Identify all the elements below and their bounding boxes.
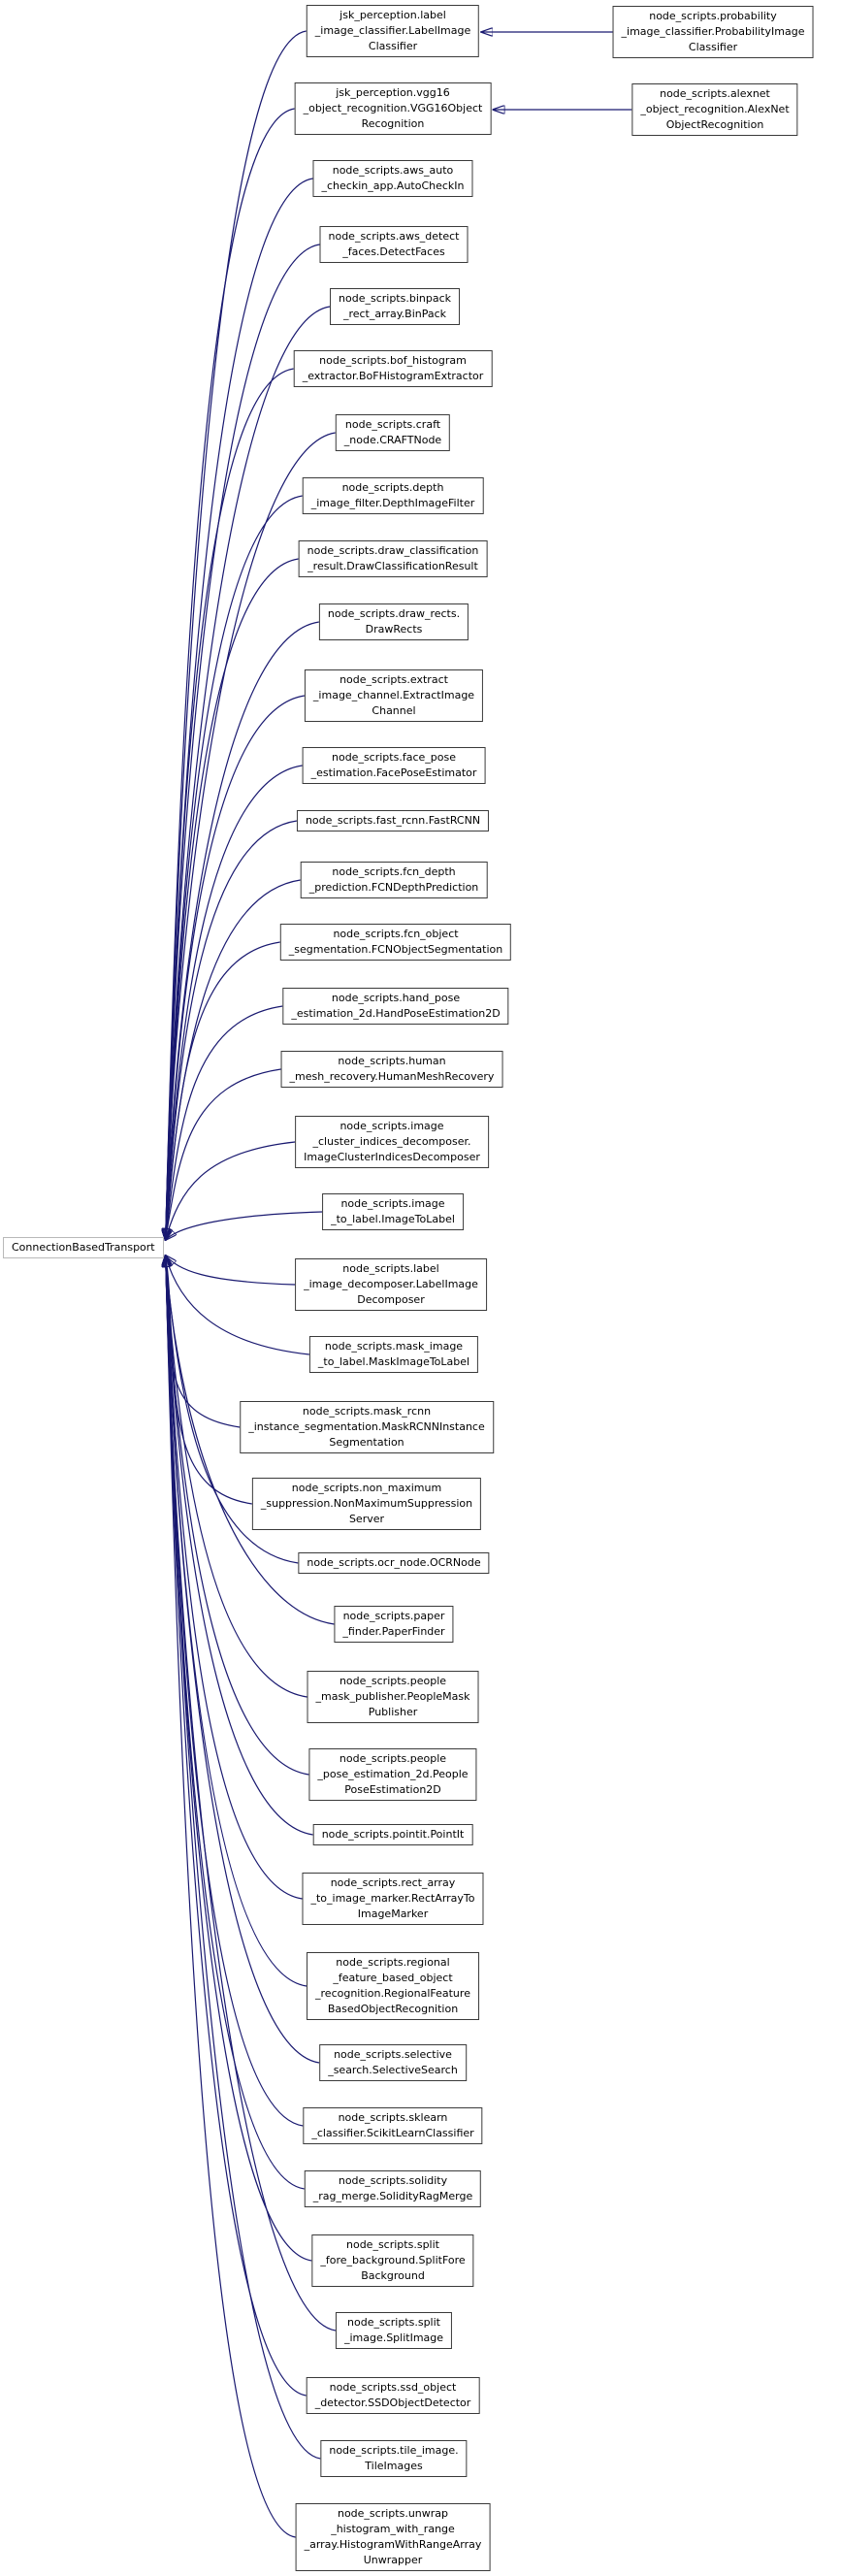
class-node-label-line: _mesh_recovery.HumanMeshRecovery (289, 1070, 495, 1083)
class-node[interactable] (294, 350, 493, 387)
class-node-label-line: _object_recognition.AlexNet (640, 103, 790, 115)
class-node[interactable] (281, 1051, 503, 1088)
class-node-label-line: node_scripts.fcn_object (333, 928, 459, 940)
class-node-label-line: _estimation_2d.HandPoseEstimation2D (291, 1007, 501, 1020)
class-node-label-line: Classifier (368, 40, 418, 52)
class-node-label-line: _instance_segmentation.MaskRCNNInstance (248, 1420, 485, 1433)
class-node-label-line: node_scripts.image (340, 1197, 445, 1210)
class-node-label-line: _feature_based_object (333, 1972, 453, 1984)
class-node[interactable] (336, 2312, 452, 2349)
class-node[interactable] (313, 1824, 473, 1845)
class-node-label-line: _image_channel.ExtractImage (312, 689, 475, 701)
class-node[interactable] (302, 1873, 483, 1925)
class-node-label-line: node_scripts.bof_histogram (319, 354, 467, 367)
class-node-label-line: Channel (372, 704, 416, 717)
class-node-label-line: Segmentation (329, 1436, 404, 1449)
class-node-label-line: _fore_background.SplitFore (320, 2254, 466, 2266)
class-node-label-line: _histogram_with_range (331, 2523, 455, 2535)
class-node-label-line: BasedObjectRecognition (327, 2003, 459, 2015)
class-node[interactable] (307, 2377, 480, 2414)
class-node[interactable] (307, 5, 479, 57)
class-node-label-line: _image_filter.DepthImageFilter (310, 497, 475, 509)
class-node-label-line: node_scripts.binpack (339, 292, 451, 305)
class-node[interactable] (303, 477, 484, 514)
class-node-label-line: _mask_publisher.PeopleMask (315, 1690, 470, 1703)
class-node-label-line: node_scripts.paper (342, 1610, 445, 1622)
class-node-label-line: _search.SelectiveSearch (328, 2064, 458, 2076)
subclass-node[interactable] (631, 83, 797, 136)
class-node[interactable] (311, 2234, 473, 2287)
class-node-label-line: node_scripts.fast_rcnn.FastRCNN (305, 814, 481, 827)
root-class-node: ConnectionBasedTransport (3, 1237, 164, 1258)
class-node-label-line: _classifier.ScikitLearnClassifier (311, 2127, 474, 2139)
class-node[interactable] (280, 924, 511, 961)
class-node-label-line: node_scripts.alexnet (660, 87, 770, 100)
class-node-label-line: node_scripts.draw_classification (307, 544, 479, 557)
class-node-label-line: node_scripts.mask_rcnn (302, 1405, 432, 1418)
class-node[interactable] (295, 1116, 489, 1168)
class-node-label-line: DrawRects (365, 623, 423, 636)
class-node-label-line: node_scripts.mask_image (324, 1340, 464, 1353)
class-node[interactable] (336, 414, 450, 451)
class-node[interactable] (308, 1748, 476, 1801)
class-node-label-line: node_scripts.rect_array (330, 1876, 456, 1889)
class-node-label-line: _to_image_marker.RectArrayTo (310, 1892, 475, 1905)
subclass-node[interactable] (613, 6, 814, 58)
class-node-label-line: node_scripts.sklearn (338, 2111, 448, 2124)
class-node[interactable] (330, 288, 460, 325)
class-node-label-line: _segmentation.FCNObjectSegmentation (288, 943, 503, 956)
class-node[interactable] (334, 1606, 453, 1643)
class-node-label-line: node_scripts.unwrap (337, 2507, 449, 2520)
class-node[interactable] (301, 862, 488, 898)
class-node-label-line: _suppression.NonMaximumSuppression (260, 1497, 473, 1510)
class-node-label-line: Background (361, 2269, 425, 2282)
class-node-label-line: node_scripts.aws_detect (328, 230, 460, 243)
class-node-label-line: _image_classifier.LabelImage (314, 24, 471, 37)
class-node-label-line: ObjectRecognition (665, 118, 764, 131)
class-node-label-line: node_scripts.hand_pose (331, 992, 461, 1004)
class-node-label-line: _recognition.RegionalFeature (315, 1987, 470, 2000)
class-node-label-line: node_scripts.image (340, 1120, 444, 1132)
class-node[interactable] (305, 669, 483, 722)
class-node-label-line: node_scripts.pointit.PointIt (321, 1828, 465, 1841)
class-node-label-line: node_scripts.selective (334, 2048, 452, 2061)
class-node-label-line: _rag_merge.SolidityRagMerge (312, 2190, 473, 2202)
class-node-label-line: Publisher (368, 1706, 418, 1718)
class-node-label-line: jsk_perception.label (340, 9, 446, 21)
class-node-label-line: _estimation.FacePoseEstimator (310, 766, 477, 779)
class-node[interactable] (309, 1336, 478, 1373)
class-node[interactable] (252, 1478, 481, 1530)
class-node-label-line: node_scripts.people (339, 1752, 447, 1765)
class-node-label-line: node_scripts.human (338, 1055, 446, 1067)
class-node-label-line: node_scripts.craft (344, 418, 441, 431)
class-node-label-line: node_scripts.regional (336, 1956, 450, 1969)
class-node-label-line: _detector.SSDObjectDetector (314, 2397, 471, 2409)
class-node-label-line: node_scripts.extract (340, 673, 448, 686)
class-node-label-line: _cluster_indices_decomposer. (312, 1135, 471, 1148)
class-node-label-line: _image.SplitImage (343, 2331, 444, 2344)
class-node-label-line: TileImages (365, 2460, 423, 2472)
class-node-label-line: _pose_estimation_2d.People (317, 1768, 469, 1780)
class-node[interactable] (297, 810, 489, 831)
class-node-label-line: jsk_perception.vgg16 (336, 86, 450, 99)
class-node[interactable] (319, 603, 469, 640)
class-node-label-line: node_scripts.label (342, 1262, 439, 1275)
class-node-label-line: node_scripts.non_maximum (291, 1482, 442, 1494)
class-node-label-line: node_scripts.split (347, 2316, 440, 2329)
class-node[interactable] (296, 2503, 491, 2571)
class-node-label-line: node_scripts.ocr_node.OCRNode (307, 1556, 481, 1569)
class-node[interactable] (295, 82, 492, 135)
class-node-label-line: _image_classifier.ProbabilityImage (621, 25, 805, 38)
class-node-label-line: node_scripts.ssd_object (329, 2381, 457, 2394)
class-node-label-line: Classifier (688, 41, 738, 53)
class-node-label-line: Unwrapper (363, 2554, 423, 2566)
class-node-label-line: node_scripts.depth (341, 481, 444, 494)
class-node-label-line: PoseEstimation2D (344, 1783, 441, 1796)
class-node-label-line: node_scripts.aws_auto (332, 164, 454, 177)
class-node-label-line: Server (348, 1513, 385, 1525)
class-node-label-line: Decomposer (357, 1293, 425, 1306)
class-node-label-line: node_scripts.tile_image. (329, 2444, 459, 2457)
class-node-label-line: node_scripts.fcn_depth (332, 865, 456, 878)
class-node-label-line: _faces.DetectFaces (342, 245, 445, 258)
class-node-label-line: node_scripts.probability (649, 10, 777, 22)
class-node[interactable] (282, 988, 508, 1025)
class-node-label-line: _extractor.BoFHistogramExtractor (302, 370, 484, 382)
class-node[interactable] (303, 2107, 482, 2144)
class-node-label-line: _result.DrawClassificationResult (307, 560, 478, 572)
class-node[interactable] (320, 226, 469, 263)
class-node-label-line: _prediction.FCNDepthPrediction (308, 881, 479, 894)
class-node-label-line: node_scripts.split (346, 2238, 439, 2251)
class-node-label-line: ImageClusterIndicesDecomposer (304, 1151, 480, 1163)
class-node-label-line: _object_recognition.VGG16Object (303, 102, 483, 114)
class-node-label-line: node_scripts.solidity (338, 2174, 448, 2187)
class-node[interactable] (319, 2044, 467, 2081)
class-node[interactable] (307, 1952, 479, 2020)
class-node-label-line: _node.CRAFTNode (343, 434, 442, 446)
class-node-label-line: _to_label.ImageToLabel (331, 1213, 455, 1225)
class-node[interactable] (322, 1193, 464, 1230)
class-node-label-line: _checkin_app.AutoCheckIn (321, 179, 465, 192)
class-node[interactable] (303, 747, 486, 784)
class-node-label-line: node_scripts.draw_rects. (327, 607, 461, 620)
class-node[interactable] (320, 2440, 467, 2477)
class-node-label-line: _rect_array.BinPack (342, 308, 447, 320)
class-node-label-line: _image_decomposer.LabelImage (304, 1278, 478, 1290)
class-node[interactable] (312, 160, 472, 197)
class-node[interactable] (295, 1258, 487, 1311)
class-node-label-line: node_scripts.face_pose (332, 751, 456, 764)
class-node[interactable] (307, 1671, 479, 1723)
class-node-label-line: _finder.PaperFinder (342, 1625, 445, 1638)
class-node-label-line: _array.HistogramWithRangeArray (304, 2538, 482, 2551)
class-node[interactable] (299, 540, 488, 577)
class-node-label-line: Recognition (361, 117, 425, 130)
class-node[interactable] (240, 1401, 494, 1453)
class-node-label-line: node_scripts.people (339, 1675, 447, 1687)
class-node[interactable] (305, 2170, 481, 2207)
class-node-label-line: _to_label.MaskImageToLabel (317, 1355, 470, 1368)
class-node-label-line: ImageMarker (357, 1908, 429, 1920)
class-node[interactable] (298, 1552, 489, 1574)
